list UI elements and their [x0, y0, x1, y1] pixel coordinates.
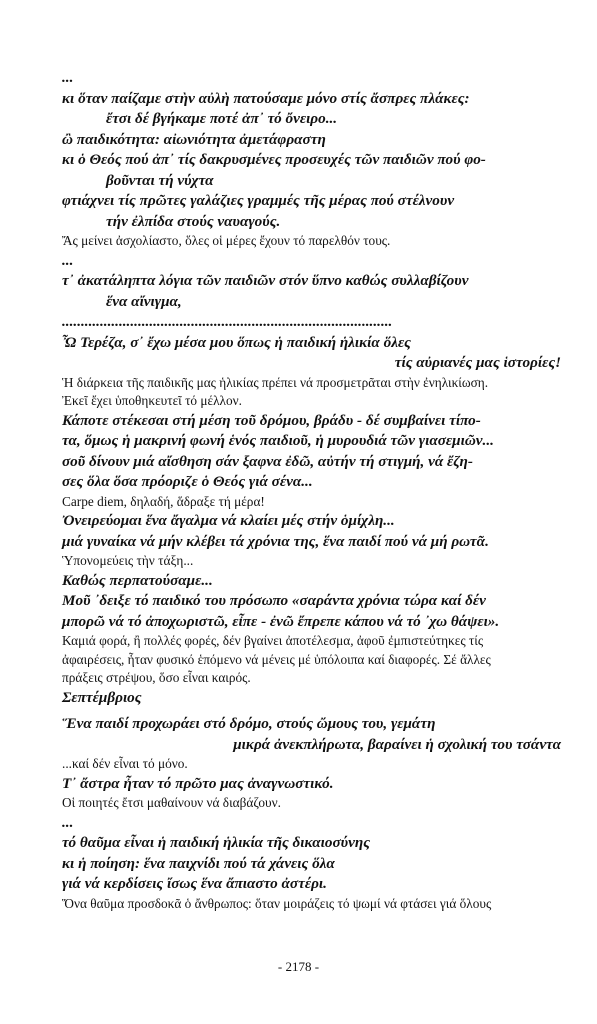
prose-line: Ὅνα θαῦμα προσδοκᾶ ὁ ἄνθρωπος: ὅταν μοιράζεις τό ψωμί νά φτάσει γιά ὅλους	[62, 895, 492, 911]
verse-line: τ᾽ ἀκατάληπτα λόγια τῶν παιδιῶν στόν ὕπνο καθώς συλλαβίζουν	[62, 272, 469, 289]
verse-line: Ἕνα παιδί προχωράει στό δρόμο, στούς ὤμους του, γεμάτη	[62, 715, 436, 732]
verse-line: τό θαῦμα εἶναι ἡ παιδική ἡλικία τῆς δικαιοσύνης	[62, 834, 370, 851]
prose-line: Ὑπονομεύεις τὴν τάξη...	[62, 553, 194, 568]
section-heading: Σεπτέμβριος	[62, 688, 142, 706]
ellipsis-line: ...	[62, 813, 74, 831]
verse-line: φτιάχνει τίς πρῶτες γαλάζιες γραμμές τῆς μέρας πού στέλνουν	[62, 192, 455, 209]
verse-line: γιά νά κερδίσεις ἴσως ἕνα ἄπιαστο ἀστέρι.	[62, 875, 327, 892]
verse-line: τήν ἐλπίδα στούς ναυαγούς.	[106, 212, 281, 230]
verse-line: Κάποτε στέκεσαι στή μέση τοῦ δρόμου, βράδυ - δέ συμβαίνει τίπο-	[62, 411, 481, 429]
verse-line: σες ὅλα ὅσα πρόοριζε ὁ Θεός γιά σένα...	[62, 473, 313, 490]
verse-line: Ὦ Τερέζα, σ᾽ ἔχω μέσα μου ὅπως ἡ παιδική ἡλικία ὅλες	[62, 333, 411, 351]
prose-line: Ἡ διάρκεια τῆς παιδικῆς μας ἡλικίας πρέπει νά προσμετρᾶται στὴν ἐνηλικίωση.	[62, 374, 489, 390]
verse-line: μπορῶ νά τό ἀποχωριστῶ, εἶπε - ἐνῶ ἔπρεπε κάπου νά τό ᾽χω θάψει».	[62, 612, 500, 630]
prose-line: ...καί δέν εἶναι τό μόνο.	[62, 756, 188, 771]
ellipsis-line: ...	[62, 251, 74, 269]
verse-line: Καθώς περπατούσαμε...	[62, 571, 213, 589]
page-number: - 2178 -	[277, 959, 320, 974]
verse-line: ἕνα αἴνιγμα,	[106, 292, 182, 310]
verse-line: κι ὅταν παίζαμε στὴν αὐλὴ πατούσαμε μόνο στίς ἄσπρες πλάκες:	[62, 89, 470, 107]
verse-line: μικρά ἀνεκπλήρωτα, βαραίνει ἡ σχολική του τσάντα	[233, 735, 561, 753]
verse-line: Ὀνειρεύομαι ἕνα ἄγαλμα νά κλαίει μές στήν ὁμίχλη...	[62, 512, 395, 529]
prose-line: Ἄς μείνει ἀσχολίαστο, ὅλες οἱ μέρες ἔχουν τό παρελθόν τους.	[62, 233, 391, 248]
prose-line: Carpe diem, δηλαδή, ἅδραξε τή μέρα!	[62, 493, 265, 509]
verse-line: Μοῦ ᾽δειξε τό παιδικό του πρόσωπο «σαράντα χρόνια τώρα καί δέν	[62, 592, 486, 609]
verse-line: τα, ὅμως ἡ μακρινή φωνή ἑνός παιδιοῦ, ἡ μυρουδιά τῶν γιασεμιῶν...	[62, 432, 494, 449]
prose-line: Οἱ ποιητές ἔτσι μαθαίνουν νά διαβάζουν.	[62, 795, 281, 810]
prose-line: Ἐκεῖ ἔχει ὑποθηκευτεῖ τό μέλλον.	[62, 393, 242, 408]
dotted-separator: .......................................................................................	[62, 313, 393, 330]
verse-line: Τ᾽ ἄστρα ἦταν τό πρῶτο μας ἀναγνωστικό.	[62, 774, 334, 792]
verse-line: βοῦνται τή νύχτα	[106, 171, 214, 189]
verse-line: κι ὁ Θεός πού ἀπ᾽ τίς δακρυσμένες προσευχές τῶν παιδιῶν πού φο-	[62, 151, 486, 168]
verse-line: σοῦ δίνουν μιά αἴσθηση σάν ξαφνα ἐδῶ, αὐτήν τή στιγμή, νά ἔζη-	[62, 452, 473, 470]
prose-line: Καμιά φορά, ἢ πολλές φορές, δέν βγαίνει ἀποτέλεσμα, ἀφοῦ ἐμπιστεύτηκες τίς	[62, 633, 484, 648]
verse-line: ἔτσι δέ βγήκαμε ποτέ ἀπ᾽ τό ὄνειρο...	[106, 110, 338, 127]
verse-line: ὢ παιδικότητα: αἰωνιότητα ἀμετάφραστη	[62, 130, 326, 148]
prose-line: πράξεις στρέψου, ὅσο εἶναι καιρός.	[62, 670, 251, 685]
verse-line: μιά γυναίκα νά μήν κλέβει τά χρόνια της, ἕνα παιδί πού νά μή ρωτᾶ.	[62, 532, 489, 550]
verse-line: τίς αὐριανές μας ἱστορίες!	[394, 354, 561, 371]
prose-line: ἀφαιρέσεις, ἦταν φυσικό ἑπόμενο νά μένεις μέ ὑπόλοιπα καί διαφορές. Σέ ἄλλες	[62, 651, 491, 667]
ellipsis-line: ...	[62, 69, 74, 86]
verse-line: κι ἡ ποίηση: ἕνα παιχνίδι πού τά χάνεις ὅλα	[62, 854, 335, 872]
